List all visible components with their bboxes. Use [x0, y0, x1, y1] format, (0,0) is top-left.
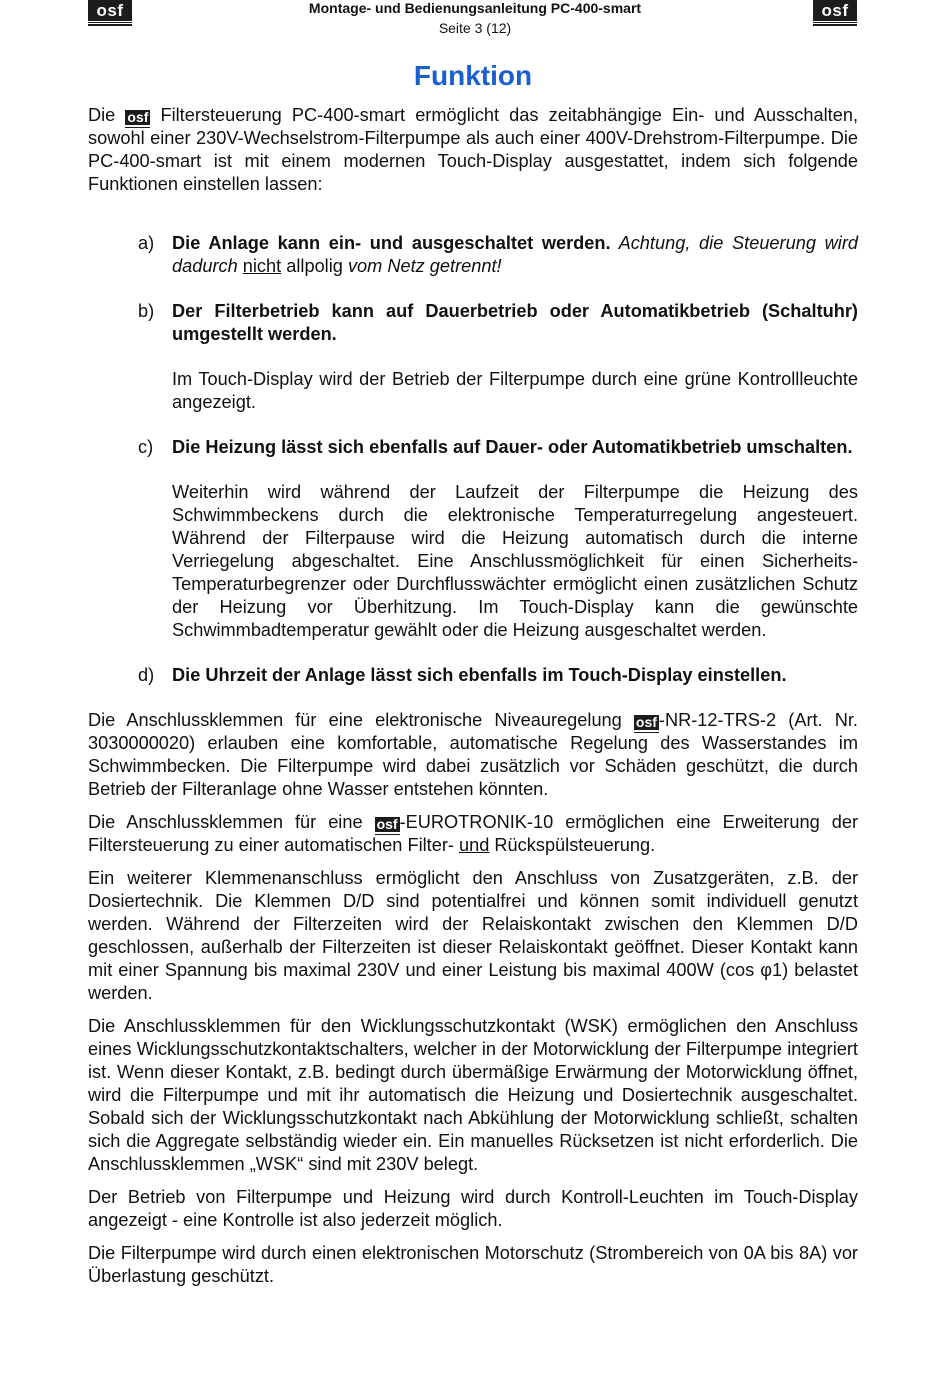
list-item-text: Im Touch-Display wird der Betrieb der Filterpumpe durch eine grüne Kontrollleuchte angezeigt.: [172, 369, 858, 412]
osf-logo-left: osf: [88, 0, 132, 24]
page-body: [88, 104, 858, 1288]
list-item-c: [88, 436, 858, 642]
document-title: Montage- und Bedienungsanleitung PC-400-smart: [308, 0, 642, 16]
osf-inline-logo: osf: [376, 816, 398, 832]
niveau-paragraph: Die Anschlussklemmen für eine elektronische Niveauregelung osf -NR-12-TRS-2 (Art. Nr. 3030000020) erlauben eine komfortable, automatische Regelung des Wasserstandes im Schwimmbecken. Die Filterpumpe wird dabei zusätzlich vor Schäden geschützt, die durch Betrieb der Filteranlage ohne Wasser entstehen könnten.: [88, 710, 858, 799]
kontroll-paragraph: Der Betrieb von Filterpumpe und Heizung wird durch Kontroll-Leuchten im Touch-Display angezeigt - eine Kontrolle ist also jederzeit möglich.: [88, 1187, 858, 1230]
list-item-text: Weiterhin wird während der Laufzeit der Filterpumpe die Heizung des Schwimmbeckens durch die elektronische Temperaturregelung angesteuert. Während der Filterpause wird die Heizung automatisch durch die interne Verriegelung abgeschaltet. Eine Anschlussmöglichkeit für einen Sicherheits-Temperaturbegrenzer oder Durchflusswächter ermöglicht einen zusätzlichen Schutz der Heizung vor Überhitzung. Im Touch-Display kann die gewünschte Schwimmbadtemperatur gewählt oder die Heizung ausgeschaltet werden.: [172, 482, 858, 640]
motorschutz-paragraph: Die Filterpumpe wird durch einen elektronischen Motorschutz (Strombereich von 0A bis 8A) vor Überlastung geschützt.: [88, 1243, 858, 1286]
list-item-title: Die Heizung lässt sich ebenfalls auf Dauer- oder Automatikbetrieb umschalten.: [172, 437, 853, 457]
list-marker: d): [138, 665, 155, 685]
list-marker: b): [138, 301, 155, 321]
osf-logo-right: osf: [813, 0, 857, 24]
list-item-b: [88, 300, 858, 414]
eurotronik-paragraph: Die Anschlussklemmen für eine osf -EUROTRONIK-10 ermöglichen eine Erweiterung der Filtersteuerung zu einer automatischen Filter- und Rückspülsteuerung.: [88, 812, 859, 855]
osf-inline-logo: osf: [635, 714, 657, 730]
section-heading: Funktion: [413, 60, 533, 91]
page-number: Seite 3 (12): [438, 20, 512, 36]
list-marker: c): [138, 437, 154, 457]
intro-paragraph: Die osf Filtersteuerung PC-400-smart ermöglicht das zeitabhängige Ein- und Ausschalten, sowohl einer 230V-Wechselstrom-Filterpumpe als auch einer 400V-Drehstrom-Filterpumpe. Die PC-400-smart ist mit einem modernen Touch-Display ausgestattet, indem sich folgende Funktionen einstellen lassen:: [88, 105, 858, 194]
wsk-paragraph: Die Anschlussklemmen für den Wicklungsschutzkontakt (WSK) ermöglichen den Anschluss eines Wicklungsschutzkontaktschalters, welcher in der Motorwicklung der Filterpumpe integriert ist. Wenn dieser Kontakt, z.B. bedingt durch übermäßige Erwärmung der Motorwicklung öffnet, wird die Filterpumpe und mit ihr automatisch die Heizung und Dosiertechnik ausgeschaltet. Sobald sich der Wicklungsschutzkontakt nach Abkühlung der Motorwicklung schließt, schalten sich die Aggregate selbständig wieder ein. Ein manuelles Rücksetzen ist nicht erforderlich. Die Anschlussklemmen „WSK“ sind mit 230V belegt.: [88, 1016, 858, 1174]
list-item-a: [88, 232, 858, 278]
osf-inline-logo: osf: [127, 109, 149, 125]
list-item-title: Die Uhrzeit der Anlage lässt sich ebenfalls im Touch-Display einstellen.: [172, 665, 787, 685]
list-item-title: Der Filterbetrieb kann auf Dauerbetrieb oder Automatikbetrieb (Schaltuhr) umgestellt werden.: [172, 301, 858, 344]
list-item-text: Die Anlage kann ein- und ausgeschaltet werden. Achtung, die Steuerung wird dadurch nicht allpolig vom Netz getrennt!: [172, 233, 858, 276]
klemmen-paragraph: Ein weiterer Klemmenanschluss ermöglicht den Anschluss von Zusatzgeräten, z.B. der Dosiertechnik. Die Klemmen D/D sind potentialfrei und können somit individuell genutzt werden. Während der Filterzeiten wird der Relaiskontakt zwischen den Klemmen D/D geschlossen, außerhalb der Filterzeiten ist dieser Relaiskontakt geöffnet. Dieser Kontakt kann mit einer Spannung bis maximal 230V und einer Leistung bis maximal 400W (cos φ1) belastet werden.: [88, 868, 858, 1003]
list-marker: a): [138, 233, 155, 253]
list-item-d: [88, 664, 858, 687]
